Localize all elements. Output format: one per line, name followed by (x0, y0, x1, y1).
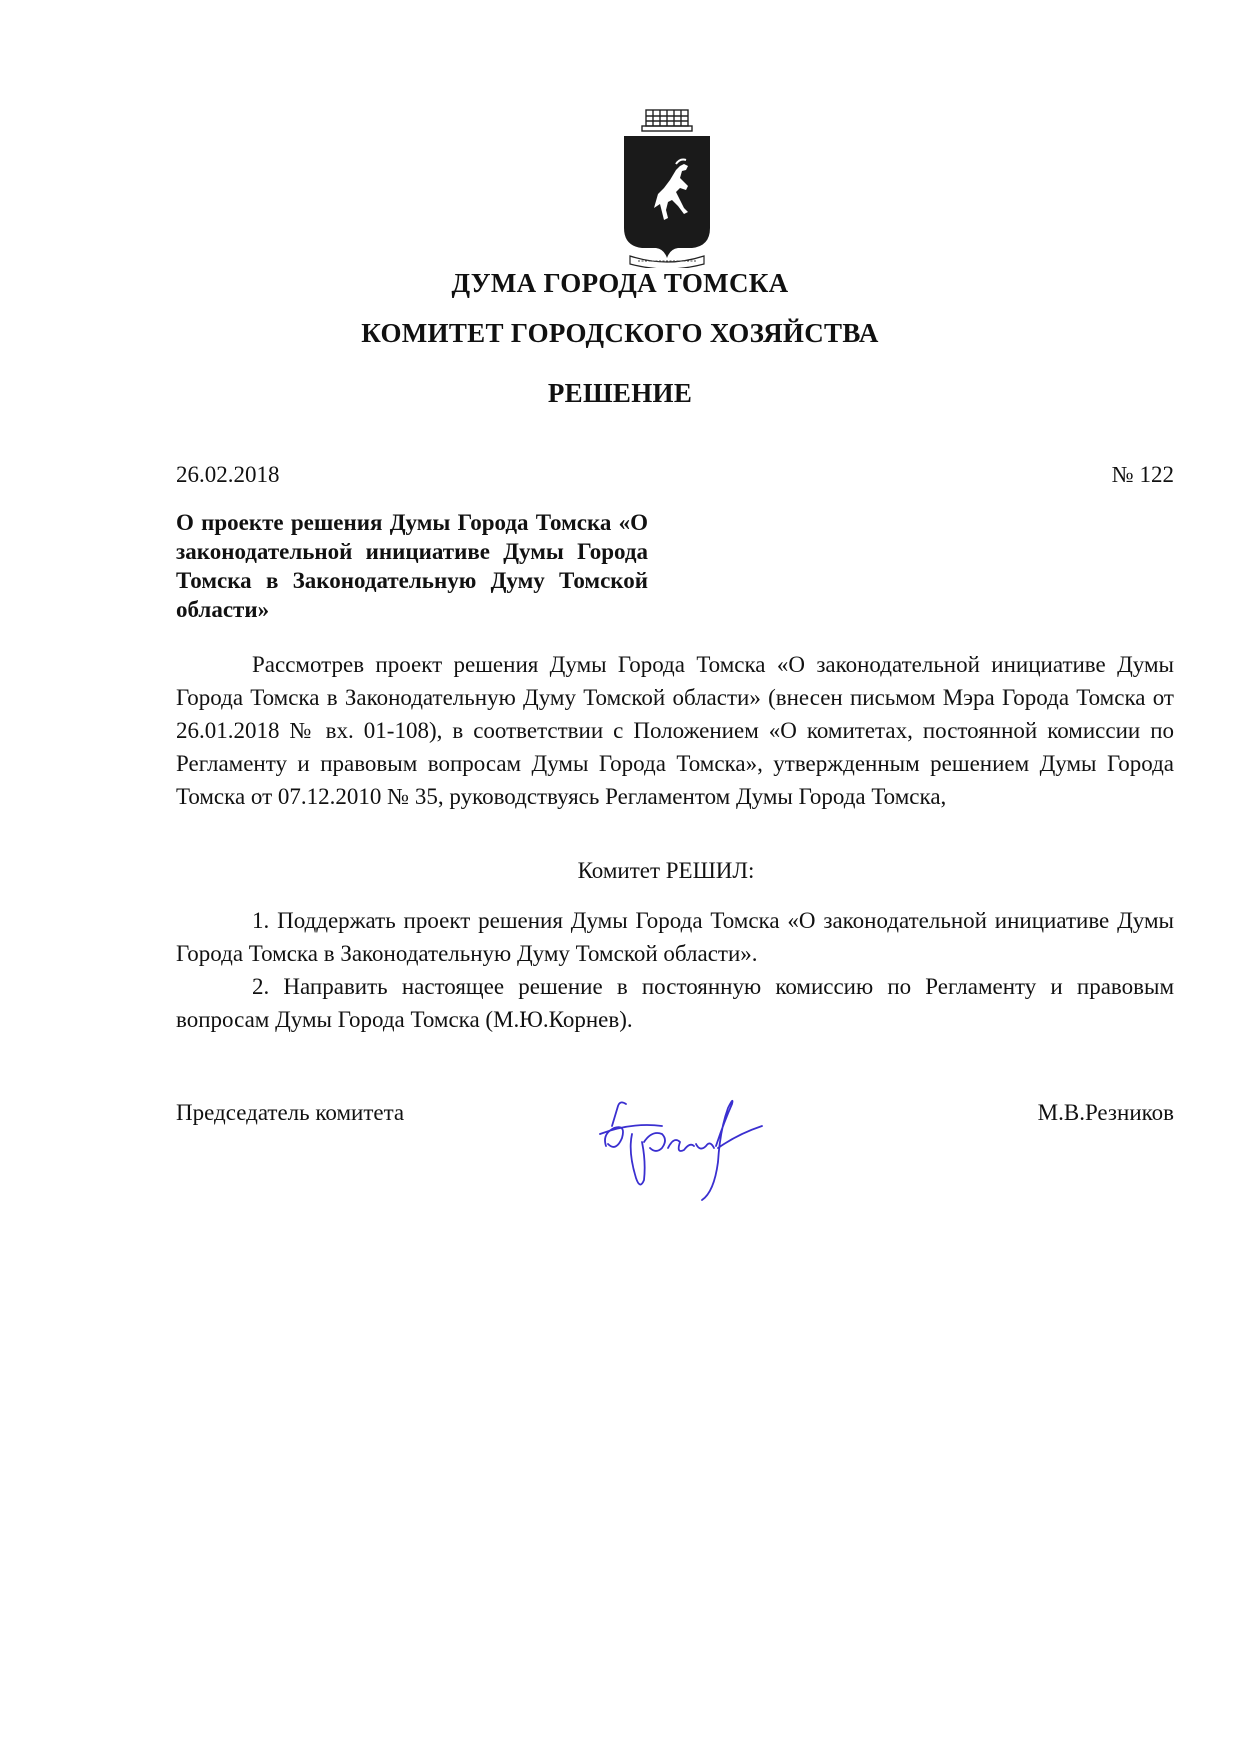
document-number: № 122 (1111, 462, 1174, 487)
preamble-paragraph: Рассмотрев проект решения Думы Города Томска «О законодательной инициативе Думы Города Томска в Законодательную Думу Томской области» (внесен письмом Мэра Города Томска от 26.01.2018 № вх. 01-108), в соответствии с Положением «О комитетах, постоянной комиссии по Регламенту и правовым вопросам Думы Города Томска», утвержденным решением Думы Города Томска от 07.12.2010 № 35, руководствуясь Регламентом Думы Города Томска, (176, 652, 1174, 809)
committee-title: КОМИТЕТ ГОРОДСКОГО ХОЗЯЙСТВА (361, 318, 879, 348)
org-title: ДУМА ГОРОДА ТОМСКА (451, 268, 789, 298)
resolution-heading: Комитет РЕШИЛ: (577, 858, 755, 883)
document-date: 26.02.2018 (176, 462, 280, 487)
document-subject: О проекте решения Думы Города Томска «О законодательной инициативе Думы Города Томска в Законодательную Думу Томской области» (176, 510, 648, 622)
coat-of-arms-icon (618, 108, 716, 268)
signatory-position: Председатель комитета (176, 1100, 405, 1125)
signatory-name: М.В.Резников (1037, 1100, 1174, 1125)
handwritten-signature (592, 1082, 770, 1210)
resolution-item-2: 2. Направить настоящее решение в постоянную комиссию по Регламенту и правовым вопросам Думы Города Томска (М.Ю.Корнев). (176, 974, 1174, 1032)
document-type: РЕШЕНИЕ (547, 378, 693, 408)
resolution-item-1: 1. Поддержать проект решения Думы Города Томска «О законодательной инициативе Думы Города Томска в Законодательную Думу Томской области». (176, 908, 1174, 966)
